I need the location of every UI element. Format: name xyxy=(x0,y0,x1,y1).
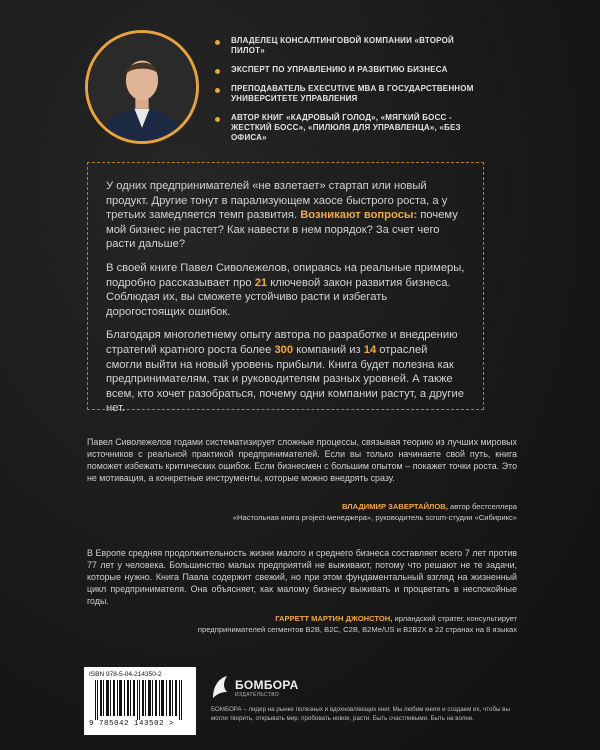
reviewer-title: предпринимателей сегментов B2B, B2C, C2B, B2Me/US и B2B2X в 22 странах на 8 языках xyxy=(197,625,517,634)
description-paragraph xyxy=(106,179,465,252)
bullet-dot-icon xyxy=(215,88,220,93)
author-bio-text: ЭКСПЕРТ ПО УПРАВЛЕНИЮ И РАЗВИТИЮ БИЗНЕСА xyxy=(231,65,448,74)
reviewer-name: ВЛАДИМИР ЗАВЕРТАЙЛОВ, xyxy=(341,502,448,511)
isbn-digits: 9 785042 143502 > xyxy=(89,720,175,728)
isbn-label: ISBN 978-5-04-214350-2 xyxy=(89,671,162,678)
book-description-box xyxy=(87,162,484,415)
barcode-icon xyxy=(89,680,191,720)
reviewer-title: «Настольная книга project-менеджера», руководитель scrum-студии «Сибирикс» xyxy=(232,513,517,522)
description-text: почему мой бизнес не растет? Как навести в нем порядок? За счет чего расти дальше? xyxy=(106,209,458,251)
review-signature xyxy=(87,613,517,635)
publisher-subtitle: ИЗДАТЕЛЬСТВО xyxy=(235,692,280,698)
highlight-number: 300 xyxy=(274,343,294,356)
description-text: отраслей смогли выйти на новый уровень прибыли. Книга будет полезна как предпринимателям, так и руководителям разных уровней. А также всем, кто хочет разобраться, почему одни компании растут, а другие нет. xyxy=(106,343,464,415)
reviewer-title: автор бестселлера xyxy=(447,502,517,511)
author-portrait-icon xyxy=(88,33,196,141)
author-bio-list xyxy=(215,36,475,152)
bullet-dot-icon xyxy=(215,69,220,74)
description-text: У одних предпринимателей «не взлетает» стартап или новый продукт. Другие тонут в парализующем хаосе быстрого роста, а у третьих замедляется темп развития. xyxy=(106,180,448,222)
description-paragraph xyxy=(106,261,465,319)
author-bio-text: ПРЕПОДАВАТЕЛЬ EXECUTIVE MBA В ГОСУДАРСТВЕННОМ УНИВЕРСИТЕТЕ УПРАВЛЕНИЯ xyxy=(231,84,474,103)
highlight-number: 21 xyxy=(254,276,268,289)
bullet-dot-icon xyxy=(215,117,220,122)
signature-line xyxy=(87,613,517,624)
reviewer-name: ГАРРЕТТ МАРТИН ДЖОНСТОН, xyxy=(275,614,393,623)
publisher-logo xyxy=(211,674,301,700)
author-bio-item xyxy=(215,65,475,75)
bullet-dot-icon xyxy=(215,40,220,45)
highlight-number: 14 xyxy=(363,343,377,356)
author-photo xyxy=(85,30,199,144)
description-text: Благодаря многолетнему опыту автора по разработке и внедрению стратегий кратного роста более xyxy=(106,329,458,356)
publisher-description: БОМБОРА – лидер на рынке полезных и вдохновляющих книг. Мы любим книги и создаем их, чтобы вы могли творить, открывать мир, пробовать новое, расти. Быть счастливыми. Быть на волне. xyxy=(211,706,510,722)
description-text: компаний из xyxy=(293,343,364,356)
reviewer-title: ирландский стратег, консультирует xyxy=(392,614,517,623)
review-quote: В Европе средняя продолжительность жизни малого и среднего бизнеса составляет всего 7 лет против 77 лет у человека. Большинство малых предприятий не выживают, потому что решают не те задачи, которые нужно. Книга Павла содержит свежий, но при этом фундаментальный взгляд на жизненный цикл предпринимателя. Она объясняет, как малому бизнесу выживать и процветать в неспокойные годы. xyxy=(87,548,517,606)
author-bio-item xyxy=(215,36,475,56)
signature-line xyxy=(87,501,517,512)
author-bio-text: ВЛАДЕЛЕЦ КОНСАЛТИНГОВОЙ КОМПАНИИ «ВТОРОЙ ПИЛОТ» xyxy=(231,36,454,55)
author-bio-text: АВТОР КНИГ «КАДРОВЫЙ ГОЛОД», «МЯГКИЙ БОСС - ЖЕСТКИЙ БОСС», «ПИЛЮЛЯ ДЛЯ УПРАВЛЕНЦА», «БЕЗ ОФИСА» xyxy=(231,113,461,142)
review-quote: Павел Сиволежелов годами систематизирует сложные процессы, связывая теорию из лучших мировых источников с реальной практикой предпринимателей. Если вы только начинаете свой путь, книга поможет избежать критических ошибок. Если бизнесмен с большим опытом – покажет точки роста. Это не мотивация, а конкретные инструменты, которые можно внедрять сразу. xyxy=(87,437,517,483)
review-signature xyxy=(87,501,517,523)
publisher-name: БОМБОРА xyxy=(235,678,299,692)
author-bio-item xyxy=(215,84,475,104)
description-text: В своей книге Павел Сиволежелов, опираясь на реальные примеры, подробно рассказывает про xyxy=(106,261,465,289)
author-bio-item xyxy=(215,113,475,143)
description-paragraph xyxy=(106,328,465,416)
publisher-wave-icon xyxy=(211,674,229,700)
highlight-text: Возникают вопросы: xyxy=(300,209,418,222)
isbn-barcode xyxy=(84,667,196,735)
description-text: ключевой закон развития бизнеса. Соблюдая их, вы сможете устойчиво расти и избегать дорогостоящих ошибок. xyxy=(106,276,451,318)
